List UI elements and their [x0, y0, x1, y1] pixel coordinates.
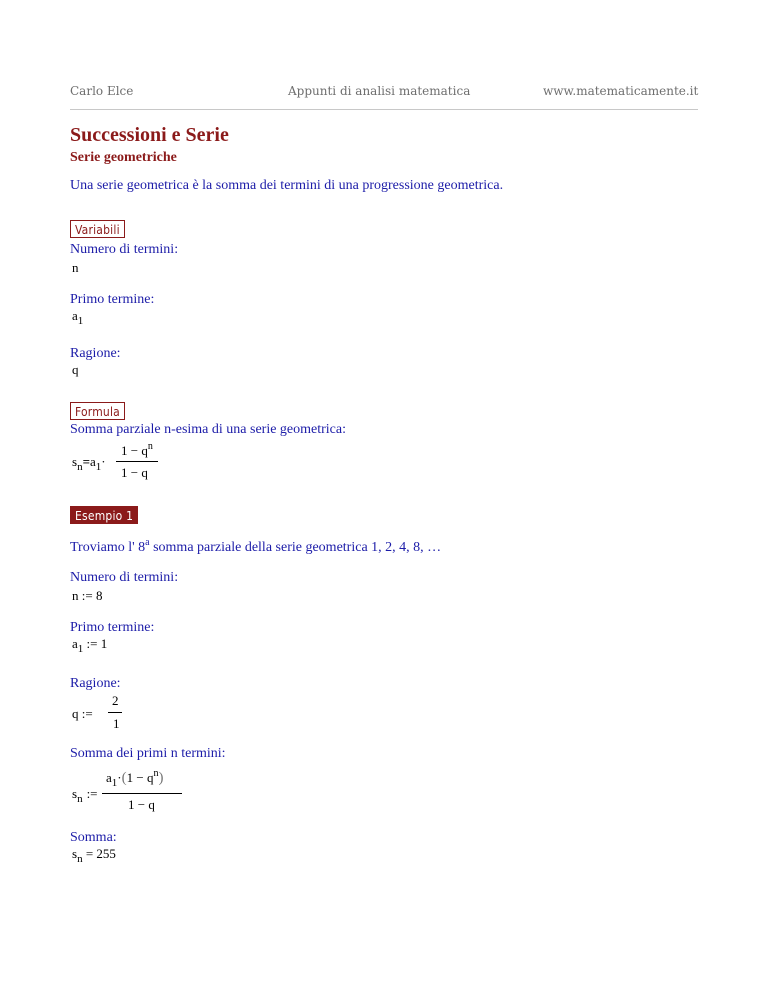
ex-sum-numerator: $a_1\cdot(1 - q^n)$	[106, 768, 164, 789]
header-author: Carlo Elce	[70, 84, 134, 98]
page-subtitle: Serie geometriche	[70, 150, 177, 165]
ex-sum-denominator: 1 − q	[128, 797, 155, 812]
formula-denominator: 1 − q	[121, 465, 148, 480]
var-a1-symbol: $a_1$	[72, 308, 84, 327]
intro-text: Una serie geometrica è la somma dei termini di una progressione geometrica.	[70, 178, 504, 193]
variabili-badge: Variabili	[70, 220, 125, 238]
ex-q-numerator: 2	[112, 693, 119, 708]
formula-numerator: $1 - q^n$	[121, 441, 153, 458]
var-n-label: Numero di termini:	[70, 242, 179, 257]
ex-n-assign: n := 8	[72, 588, 103, 603]
var-q-label: Ragione:	[70, 346, 121, 361]
ex-sum-lhs: $s_n$ :=	[72, 786, 98, 805]
var-a1-label: Primo termine:	[70, 292, 155, 307]
ex-a1-label: Primo termine:	[70, 620, 155, 635]
var-q-symbol: q	[72, 362, 79, 377]
formula-badge: Formula	[70, 402, 125, 420]
header-website[interactable]: www.matematicamente.it	[543, 84, 699, 98]
esempio-badge: Esempio 1	[70, 506, 138, 524]
ex-sum-label: Somma dei primi n termini:	[70, 746, 226, 761]
page-title: Successioni e Serie	[70, 124, 229, 146]
ex-q-fraction-line	[108, 712, 122, 713]
formula-lhs: $s_n=a_1\cdot$	[72, 454, 106, 473]
var-n-symbol: n	[72, 260, 79, 275]
ex-result-label: Somma:	[70, 830, 117, 845]
formula-fraction-line	[116, 461, 158, 462]
ex-n-label: Numero di termini:	[70, 570, 179, 585]
header-divider	[70, 109, 698, 110]
formula-label: Somma parziale n-esima di una serie geometrica:	[70, 422, 347, 437]
ex-result-value: $s_n = 255$	[72, 846, 116, 865]
ex-q-lhs: q :=	[72, 706, 93, 721]
esempio-intro: Troviamo l' 8$^a$ somma parziale della serie geometrica 1, 2, 4, 8, …	[70, 537, 442, 555]
ex-q-label: Ragione:	[70, 676, 121, 691]
header-subject: Appunti di analisi matematica	[288, 84, 471, 98]
ex-sum-fraction-line	[102, 793, 182, 794]
ex-q-denominator: 1	[113, 716, 120, 731]
ex-a1-assign: $a_1$ := 1	[72, 636, 108, 655]
